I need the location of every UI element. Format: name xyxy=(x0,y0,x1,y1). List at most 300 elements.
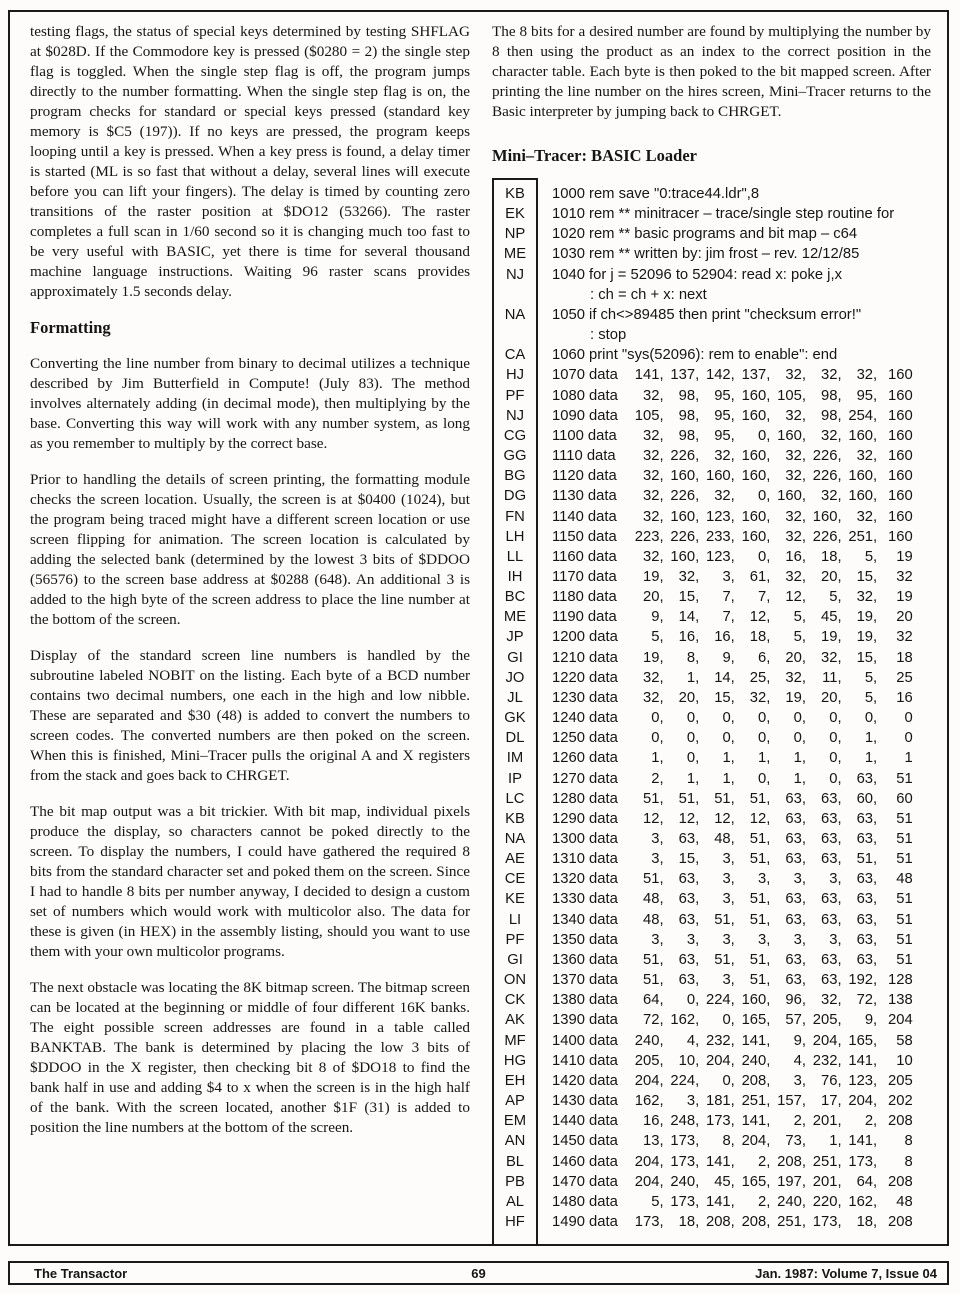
data-value: 63, xyxy=(785,851,806,868)
listing-row xyxy=(492,789,931,809)
data-value: 201, xyxy=(812,1113,842,1130)
data-value: 128 xyxy=(888,972,913,989)
data-statement-line xyxy=(538,426,931,446)
data-value: 20, xyxy=(643,589,664,606)
data-value: 160, xyxy=(670,508,700,525)
line-number-keyword: 1130 data xyxy=(552,488,617,505)
data-value: 3, xyxy=(829,931,842,948)
data-value: 173, xyxy=(670,1133,700,1150)
listing-row xyxy=(492,1152,931,1172)
data-value: 232, xyxy=(705,1032,735,1049)
data-value: 48, xyxy=(714,831,735,847)
data-value: 3, xyxy=(722,972,735,989)
data-value: 0, xyxy=(829,770,842,787)
data-statement-line xyxy=(538,950,931,970)
data-value: 160, xyxy=(848,488,878,505)
data-value: 51, xyxy=(643,951,664,968)
checksum-code: NJ xyxy=(505,407,525,424)
data-value: 51, xyxy=(714,790,735,807)
data-value: 160, xyxy=(705,468,735,485)
data-value: 8 xyxy=(904,1153,913,1170)
data-value: 14, xyxy=(678,609,700,626)
data-value: 137, xyxy=(741,367,771,384)
data-value: 1, xyxy=(722,750,735,767)
data-statement-line xyxy=(538,1071,931,1091)
data-value: 12, xyxy=(714,810,735,827)
data-value: 32 xyxy=(896,629,913,646)
checksum-code: KE xyxy=(505,891,525,908)
checksum-code: GI xyxy=(507,951,523,968)
listing-row xyxy=(492,1031,931,1051)
data-value: 1 xyxy=(904,750,913,767)
data-value: 32, xyxy=(678,568,700,585)
data-value: 5, xyxy=(651,629,664,646)
data-value: 20, xyxy=(820,689,842,706)
checksum-code: AL xyxy=(505,1193,525,1210)
listing-row xyxy=(492,970,931,990)
data-value: 63, xyxy=(785,891,806,908)
listing-row xyxy=(492,869,931,889)
data-value: 1, xyxy=(793,770,806,787)
data-value: 3, xyxy=(651,851,664,868)
checksum-code: KB xyxy=(505,810,525,827)
data-value: 63, xyxy=(785,831,806,847)
data-value: 32, xyxy=(820,367,842,384)
checksum-code: JP xyxy=(506,629,524,646)
data-value: 204, xyxy=(634,1153,664,1170)
data-value: 48, xyxy=(643,891,664,908)
line-number-keyword: 1400 data xyxy=(552,1032,618,1049)
data-value: 208 xyxy=(888,1213,913,1230)
data-value: 204, xyxy=(741,1133,771,1150)
data-value: 0, xyxy=(651,730,664,747)
data-value: 3, xyxy=(722,891,735,908)
data-value: 51, xyxy=(749,831,771,847)
data-value: 226, xyxy=(812,528,842,545)
data-value: 18, xyxy=(678,1213,700,1230)
data-value: 160, xyxy=(777,427,806,444)
data-value: 32, xyxy=(785,669,806,686)
checksum-code: KB xyxy=(505,186,525,202)
checksum-code: BL xyxy=(505,1153,525,1170)
article-paragraph: Prior to handling the details of screen printing, the formatting module checks the screen location. Usually, the screen is at $0400 (1024), but the program being traced might have a different screen location or use screen flipping for animation. The screen location is calculated by adding the selected bank (determined by the lowest 3 bits of $DDOO (56576) to the screen base address at $0288 (648). An additional 3 is added to the high byte of the screen address to place the line number at the bottom of the screen. xyxy=(30,471,470,628)
line-number-keyword: 1460 data xyxy=(552,1153,618,1170)
data-value: 51, xyxy=(749,911,771,928)
data-value: 63, xyxy=(856,891,878,908)
data-value: 11, xyxy=(822,669,842,686)
line-number-keyword: 1370 data xyxy=(552,972,618,989)
data-value: 7, xyxy=(758,589,771,606)
data-value: 0, xyxy=(722,1072,735,1089)
data-value: 173, xyxy=(812,1213,842,1230)
listing-row xyxy=(492,1010,931,1030)
data-statement-line xyxy=(538,970,931,990)
data-value: 208, xyxy=(777,1153,806,1170)
data-value: 60, xyxy=(856,790,878,807)
data-value: 32, xyxy=(856,508,878,525)
data-value: 10, xyxy=(678,1052,700,1069)
data-value: 63, xyxy=(785,911,806,928)
data-value: 51, xyxy=(749,891,771,908)
data-value: 57, xyxy=(785,1012,806,1029)
data-value: 1, xyxy=(686,669,700,686)
data-value: 226, xyxy=(812,448,842,465)
data-value: 173, xyxy=(670,1153,700,1170)
listing-row xyxy=(492,426,931,446)
data-value: 51 xyxy=(896,911,913,928)
listing-row xyxy=(492,547,931,567)
data-value: 1, xyxy=(651,750,664,767)
data-value: 197, xyxy=(777,1173,806,1190)
data-value: 173, xyxy=(634,1213,664,1230)
data-value: 205, xyxy=(812,1012,842,1029)
data-value: 12, xyxy=(785,589,806,606)
data-value: 160 xyxy=(888,468,913,485)
data-value: 16, xyxy=(714,629,735,646)
data-value: 204 xyxy=(888,1012,913,1029)
listing-row xyxy=(492,1091,931,1111)
listing-row xyxy=(492,285,931,305)
data-value: 18, xyxy=(749,629,771,646)
data-value: 51 xyxy=(896,851,913,868)
data-value: 0 xyxy=(904,710,913,727)
data-value: 32, xyxy=(785,407,806,424)
data-value: 248, xyxy=(670,1113,700,1130)
line-number-keyword: 1330 data xyxy=(552,891,618,908)
data-value: 160 xyxy=(888,448,913,465)
data-value: 224, xyxy=(670,1072,700,1089)
data-value: 0, xyxy=(686,710,700,727)
data-value: 32, xyxy=(643,488,664,505)
checksum-code: IH xyxy=(507,568,523,585)
data-value: 205, xyxy=(634,1052,664,1069)
line-number-keyword: 1190 data xyxy=(552,609,617,626)
data-statement-line xyxy=(538,607,931,627)
listing-row xyxy=(492,244,931,264)
data-value: 32, xyxy=(643,468,664,485)
data-value: 63, xyxy=(678,951,700,968)
data-value: 123, xyxy=(705,548,735,565)
data-value: 226, xyxy=(670,448,700,465)
checksum-code: AE xyxy=(505,851,525,868)
data-value: 3, xyxy=(686,1093,700,1110)
listing-row xyxy=(492,446,931,466)
data-value: 208, xyxy=(741,1072,771,1089)
checksum-code: ME xyxy=(503,246,527,263)
data-value: 51 xyxy=(896,831,913,847)
line-number-keyword: 1150 data xyxy=(552,528,617,545)
line-number-keyword: 1420 data xyxy=(552,1072,618,1089)
data-value: 0, xyxy=(758,710,771,727)
data-statement-line xyxy=(538,386,931,406)
checksum-code: EM xyxy=(503,1113,527,1130)
data-value: 0, xyxy=(758,730,771,747)
data-value: 192, xyxy=(848,972,878,989)
checksum-code: JL xyxy=(507,689,523,706)
data-value: 15, xyxy=(678,589,700,606)
basic-source-line: 1010 rem ** minitracer – trace/single step routine for xyxy=(552,206,895,223)
data-value: 208 xyxy=(888,1173,913,1190)
data-value: 32, xyxy=(643,548,664,565)
data-value: 25, xyxy=(749,669,771,686)
data-value: 51, xyxy=(714,911,735,928)
data-statement-line xyxy=(538,1111,931,1131)
data-value: 9, xyxy=(864,1012,878,1029)
data-value: 63, xyxy=(820,851,842,868)
line-number-keyword: 1170 data xyxy=(552,568,617,585)
data-statement-line xyxy=(538,769,931,789)
article-paragraph: The 8 bits for a desired number are found by multiplying the number by 8 then using the product as an index to the correct position in the character table. Each byte is then poked to the bit mapped screen. After printing the line number on the hires screen, Mini–Tracer returns to the Basic interpreter by jumping back to CHRGET. xyxy=(492,23,931,120)
listing-row xyxy=(492,527,931,547)
listing-row xyxy=(492,265,931,285)
data-value: 3, xyxy=(722,931,735,948)
listing-row xyxy=(492,1172,931,1192)
line-number-keyword: 1100 data xyxy=(552,427,617,444)
article-paragraph: Converting the line number from binary to decimal utilizes a technique described by Jim Butterfield in Compute! (July 83). The method involves alternately adding (in decimal mode), then multiplying by the base. Converting this way will work with any number system, as long as you remember to multiply by the correct base. xyxy=(30,355,470,452)
checksum-code: GG xyxy=(503,448,527,465)
data-value: 0, xyxy=(864,710,878,727)
data-value: 63, xyxy=(856,831,878,847)
data-value: 8, xyxy=(722,1133,735,1150)
checksum-code: EK xyxy=(505,206,525,223)
data-statement-line xyxy=(538,1051,931,1071)
listing-row xyxy=(492,769,931,789)
data-value: 63, xyxy=(856,951,878,968)
data-value: 204, xyxy=(705,1052,735,1069)
data-value: 19 xyxy=(896,548,913,565)
data-value: 15, xyxy=(714,689,735,706)
basic-source-line: : ch = ch + x: next xyxy=(590,286,707,303)
data-value: 5, xyxy=(864,689,878,706)
line-number-keyword: 1110 data xyxy=(552,448,616,465)
data-value: 63, xyxy=(820,831,842,847)
data-statement-line xyxy=(538,869,931,889)
data-value: 201, xyxy=(812,1173,842,1190)
data-value: 162, xyxy=(848,1193,878,1210)
data-statement-line xyxy=(538,1131,931,1151)
data-value: 204, xyxy=(634,1173,664,1190)
data-value: 19, xyxy=(820,629,842,646)
listing-row xyxy=(492,930,931,950)
data-value: 0, xyxy=(829,710,842,727)
basic-source-line: 1040 for j = 52096 to 52904: read x: poke j,x xyxy=(552,266,842,283)
data-value: 6, xyxy=(758,649,771,666)
data-statement-line xyxy=(538,708,931,728)
data-value: 96, xyxy=(785,992,806,1009)
data-value: 51, xyxy=(678,790,700,807)
listing-row xyxy=(492,748,931,768)
data-value: 98, xyxy=(820,387,842,404)
checksum-code: AK xyxy=(505,1012,525,1029)
data-value: 220, xyxy=(812,1193,842,1210)
data-value: 48, xyxy=(643,911,664,928)
listing-row xyxy=(492,668,931,688)
data-value: 15, xyxy=(678,851,700,868)
checksum-code: IM xyxy=(506,750,524,767)
data-value: 32, xyxy=(820,649,842,666)
line-number-keyword: 1090 data xyxy=(552,407,618,424)
checksum-code: CG xyxy=(503,427,527,444)
listing-row xyxy=(492,587,931,607)
data-value: 51, xyxy=(856,851,878,868)
footer-bar xyxy=(8,1261,949,1285)
checksum-code: LL xyxy=(506,548,524,565)
data-value: 18, xyxy=(856,1213,878,1230)
data-value: 160, xyxy=(741,407,771,424)
data-value: 63, xyxy=(856,911,878,928)
line-number-keyword: 1280 data xyxy=(552,790,618,807)
data-value: 0 xyxy=(904,730,913,747)
data-value: 32 xyxy=(896,568,913,585)
data-value: 60 xyxy=(896,790,913,807)
data-value: 45, xyxy=(820,609,842,626)
listing-row xyxy=(492,365,931,385)
checksum-code: GI xyxy=(507,649,523,666)
data-value: 51 xyxy=(896,810,913,827)
data-statement-line xyxy=(538,567,931,587)
checksum-code: DL xyxy=(505,730,525,747)
data-statement-line xyxy=(538,627,931,647)
line-number-keyword: 1210 data xyxy=(552,649,618,666)
data-statement-line xyxy=(538,990,931,1010)
data-value: 141, xyxy=(705,1193,735,1210)
listing-row xyxy=(492,910,931,930)
data-value: 98, xyxy=(820,407,842,424)
data-value: 2, xyxy=(758,1153,771,1170)
data-value: 9, xyxy=(793,1032,806,1049)
data-value: 76, xyxy=(820,1072,842,1089)
data-value: 5, xyxy=(864,669,878,686)
checksum-code: HF xyxy=(505,1213,525,1230)
data-value: 202 xyxy=(888,1093,913,1110)
data-value: 3, xyxy=(758,871,771,888)
data-value: 1, xyxy=(829,1133,842,1150)
checksum-code xyxy=(492,285,538,305)
data-value: 240, xyxy=(670,1173,700,1190)
data-value: 173, xyxy=(705,1113,735,1130)
data-value: 18 xyxy=(896,649,913,666)
line-number-keyword: 1470 data xyxy=(552,1173,618,1190)
data-value: 12, xyxy=(678,810,700,827)
data-statement-line xyxy=(538,1091,931,1111)
data-value: 12, xyxy=(643,810,664,827)
listing-row xyxy=(492,507,931,527)
data-value: 3, xyxy=(722,851,735,868)
data-value: 162, xyxy=(670,1012,700,1029)
data-value: 51 xyxy=(896,891,913,908)
data-value: 13, xyxy=(643,1133,664,1150)
line-number-keyword: 1120 data xyxy=(552,468,617,485)
data-statement-line xyxy=(538,688,931,708)
data-value: 0, xyxy=(758,427,771,444)
data-value: 32, xyxy=(785,528,806,545)
data-value: 0, xyxy=(758,770,771,787)
data-value: 160, xyxy=(812,508,842,525)
data-value: 3, xyxy=(758,931,771,948)
data-value: 2, xyxy=(651,770,664,787)
data-statement-line xyxy=(538,910,931,930)
listing-row xyxy=(492,708,931,728)
listing-row xyxy=(492,1192,931,1212)
data-value: 32, xyxy=(785,568,806,585)
data-statement-line xyxy=(538,748,931,768)
data-value: 63, xyxy=(678,911,700,928)
data-value: 141, xyxy=(705,1153,735,1170)
checksum-code: AN xyxy=(504,1133,526,1150)
data-value: 160, xyxy=(741,468,771,485)
checksum-code: PB xyxy=(505,1173,525,1190)
data-value: 3, xyxy=(651,931,664,948)
data-value: 63, xyxy=(820,891,842,908)
listing-row xyxy=(492,889,931,909)
data-statement-line xyxy=(538,829,931,849)
data-value: 254, xyxy=(848,407,878,424)
data-value: 240, xyxy=(777,1193,806,1210)
data-value: 208 xyxy=(888,1113,913,1130)
basic-source-line: 1020 rem ** basic programs and bit map – c64 xyxy=(552,226,858,243)
data-value: 51, xyxy=(643,790,664,807)
line-number-keyword: 1230 data xyxy=(552,689,618,706)
listing-row xyxy=(492,688,931,708)
line-number-keyword: 1300 data xyxy=(552,831,618,847)
data-value: 3, xyxy=(686,931,700,948)
section-heading-basic-loader: Mini–Tracer: BASIC Loader xyxy=(492,146,698,165)
data-value: 0, xyxy=(793,730,806,747)
listing-row xyxy=(492,224,931,244)
data-value: 226, xyxy=(670,488,700,505)
data-value: 3, xyxy=(722,568,735,585)
data-value: 19, xyxy=(856,629,878,646)
data-value: 1, xyxy=(864,730,878,747)
data-value: 16 xyxy=(896,689,913,706)
data-value: 5, xyxy=(829,589,842,606)
data-value: 72, xyxy=(856,992,878,1009)
listing-row xyxy=(492,386,931,406)
data-value: 8, xyxy=(686,649,700,666)
checksum-code: MF xyxy=(504,1032,526,1049)
data-value: 204, xyxy=(634,1072,664,1089)
line-number-keyword: 1290 data xyxy=(552,810,618,827)
listing-row xyxy=(492,607,931,627)
data-value: 98, xyxy=(678,427,700,444)
data-value: 105, xyxy=(777,387,806,404)
data-statement-line xyxy=(538,668,931,688)
line-number-keyword: 1430 data xyxy=(552,1093,618,1110)
data-value: 226, xyxy=(812,468,842,485)
checksum-code: IP xyxy=(508,770,522,787)
data-value: 63, xyxy=(785,810,806,827)
article-paragraph: The next obstacle was locating the 8K bitmap screen. The bitmap screen can be located at the beginning or middle of four different 16K banks. The eight possible screen addresses are found in a table called BANKTAB. The bank is determined by placing the low 3 bits of $DDOO in the X register, then checking bit 8 of $DO18 to find the bank half in use and adding $4 to x when the screen is in the high half of the bank. With the screen located, another $1F (31) is added to position the line numbers at the bottom of the screen. xyxy=(30,979,471,1136)
data-value: 160 xyxy=(888,387,913,404)
checksum-code: DG xyxy=(503,488,527,505)
data-statement-line xyxy=(538,1152,931,1172)
checksum-code: BC xyxy=(504,589,526,606)
data-value: 16, xyxy=(678,629,700,646)
data-value: 32, xyxy=(785,468,806,485)
data-value: 32, xyxy=(714,488,735,505)
data-value: 63, xyxy=(856,770,878,787)
data-statement-line xyxy=(538,1192,931,1212)
data-value: 224, xyxy=(705,992,735,1009)
data-value: 160 xyxy=(888,488,913,505)
listing-row xyxy=(492,486,931,506)
data-value: 1, xyxy=(686,770,700,787)
data-value: 7, xyxy=(722,609,735,626)
data-value: 51 xyxy=(896,770,913,787)
data-value: 240, xyxy=(741,1052,771,1069)
data-value: 32, xyxy=(785,448,806,465)
basic-source-line: 1000 rem save "0:trace44.ldr",8 xyxy=(552,186,760,202)
